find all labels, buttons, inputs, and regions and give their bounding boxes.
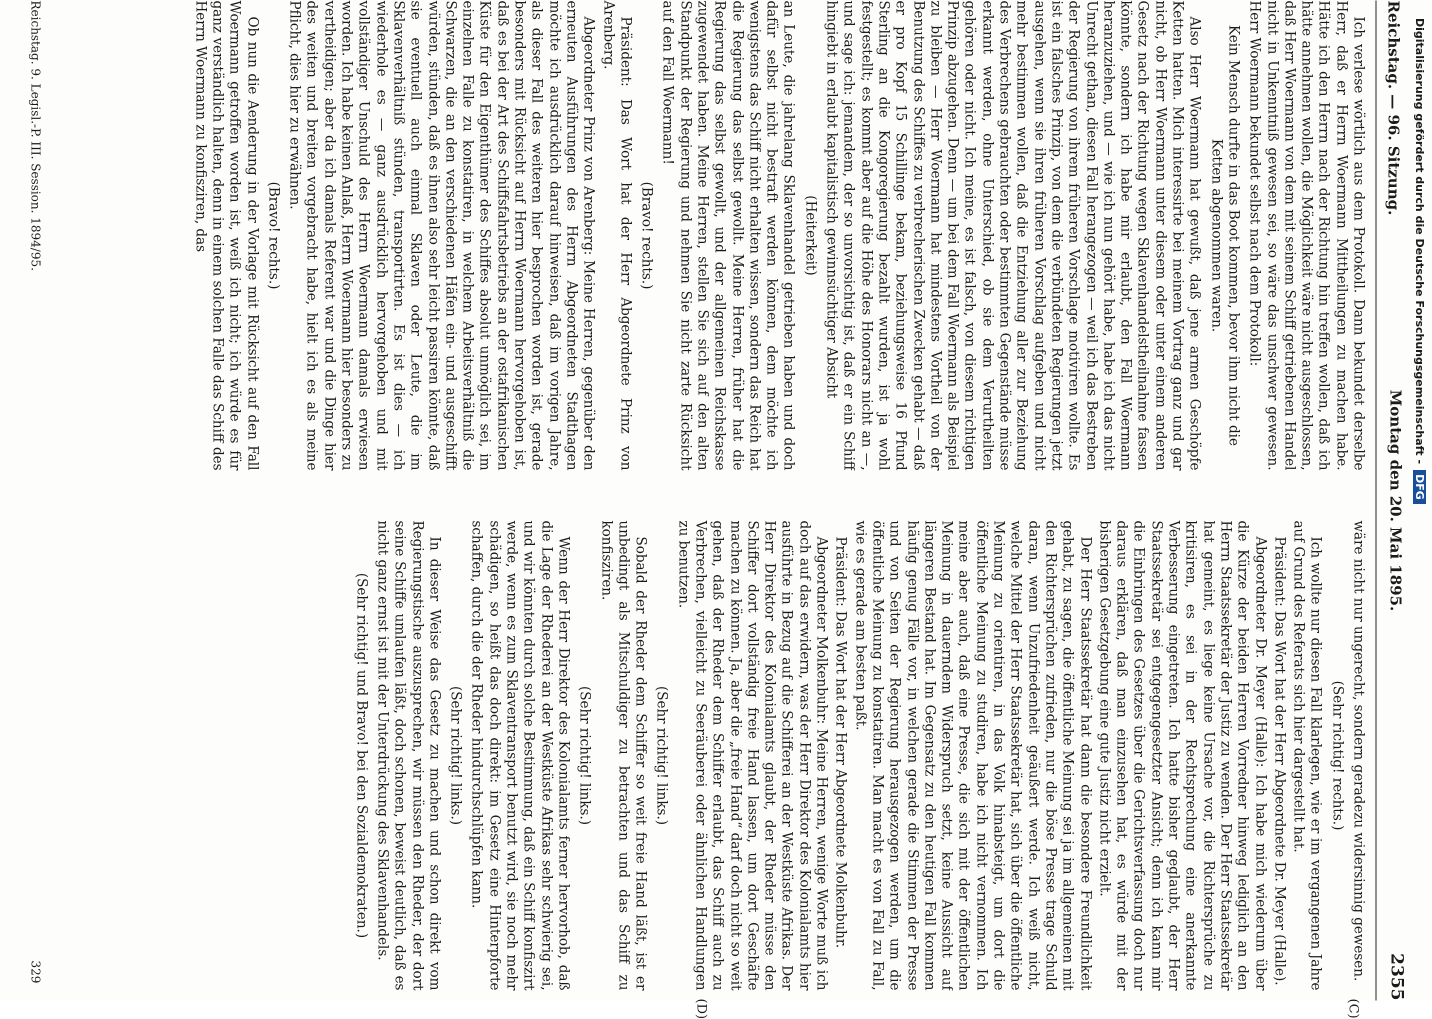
margin-marker-c: (C): [1346, 999, 1361, 1019]
paragraph: Abgeordneter Prinz von Arenberg: Meine Herren, gegenüber den erneuten Ausführungen des Herrn Abgeordneten Stadthagen möchte ich ausdrücklich darauf hinweisen, daß im vorigen Jahre, als dieser Fall des weiteren hier besprochen worden ist, gerade besonders mit Rücksicht auf Herrn Woermann hervorgehoben ist, daß es bei der Art des Schiffsfahrtsbetriebs an der ostafrikanischen Küste für den Eigenthümer des Schiffes absolut unmöglich sei, im einzelnen Falle zu konstatiren, in welchem Arbeitsverhältniß die Schwarzen, die an den verschiedenen Häfen ein- und ausgeschifft würden, stünden, daß es ihnen also sehr leicht passiren könnte, daß sie eventuell auch einmal Sklaven oder Leute, die im Sklavenverhältniß stünden, transportirten. Es ist dies — ich wiederhole es — ganz ausdrücklich hervorgehoben und mit vollständiger Unschuld des Herrn Woermann damals erwiesen worden. Ich habe keinen Anlaß, Herrn Woermann hier besonders zu vertheidigen; aber da ich damals Referent war und die Dinge hier des weiten und breiten vorgebracht habe, hielt ich es als meine Pflicht, dies hier zu erwähnen.: [285, 1, 596, 471]
interjection: (Sehr richtig! links.): [446, 521, 463, 991]
interjection: (Sehr richtig! links.): [575, 521, 592, 991]
paragraph: Abgeordneter Molkenbuhr: Meine Herren, wenige Worte muß ich doch auf das erwidern, was der Herr Direktor des Kolonialamts hier ausführte in Bezug auf die Schifferei an der Westküste Afrikas. Der Herr Direktor des Kolonialamts glaubt, der Rheder müsse den Schiffer dort vollständig freie Hand lassen, um dort Geschäfte machen zu können. Ja, aber die „freie Hand“ darf doch nicht so weit gehen, daß der Rheder dem Schiffer erlaubt, das Schiff auch zu Verbrechen, vielleicht zu Seeräuberei oder ähnlichen Handlungen zu benutzen.: [674, 521, 830, 991]
page-number: 2355: [1387, 953, 1407, 1000]
president-line: Präsident: Das Wort hat der Herr Abgeordnete Molkenbuhr.: [832, 521, 849, 991]
interjection: (Sehr richtig! links.): [653, 521, 670, 991]
president-line: Präsident: Das Wort hat der Herr Abgeordnete Dr. Meyer (Halle).: [1270, 521, 1287, 991]
header-left: Reichstag. — 96. Sitzung.: [1385, 1, 1403, 216]
paragraph: wäre nicht nur ungerecht, sondern geradezu widersinnig gewesen.: [1349, 521, 1366, 991]
header-center: Montag den 20. Mai 1895.: [1387, 1, 1405, 1001]
president-line: Präsident: Das Wort hat der Herr Abgeordnete Prinz von Arenberg.: [599, 1, 634, 471]
paragraph: Abgeordneter Dr. Meyer (Halle): Ich habe mich wiederum über die Kürze der beiden Herren Vorredner hinweg lediglich an den Herrn Staatssekretär der Justiz zu wenden. Der Herr Staatssekretär hat gemeint, es liege keine Ursache vor, die Richtersprüche zu kritisiren, es sei in der Rechtsprechung eine anerkannte Verbesserung eingetreten. Ich hatte bisher geglaubt, der Herr Staatssekretär sei entgegengesetzter Ansicht; denn ich kann mir die Einbringen des Gesetzes über die Gerichtsverfassung doch nur daraus erklären, daß man einzusehen hat, es würde mit der bisherigen Gesetzgebung eine gute Justiz nicht erzielt.: [1095, 521, 1268, 991]
interjection: (Sehr richtig! rechts.): [1328, 521, 1345, 991]
left-column: [47, 1, 1367, 471]
margin-marker-d: (D): [694, 999, 709, 1019]
interjection: (Sehr richtig! und Bravo! bei den Sozialdemokraten.): [352, 521, 369, 991]
right-column: [47, 521, 1367, 991]
paragraph: Sobald der Rheder dem Schiffer so weit freie Hand läßt, ist er unbedingt als Mitschuldiger zu betrachten und das Schiff zu konfisziren.: [597, 521, 649, 991]
digitization-stamp: [1412, 18, 1430, 978]
footer-left: Reichstag. 9. Legisl.-P. III. Session. 1894/95.: [29, 1, 43, 271]
rotated-page-content: [24, 1, 1409, 1001]
footer-right: 329: [29, 961, 43, 984]
dfg-logo: DFG: [1413, 470, 1426, 504]
interjection: (Bravo! rechts.): [264, 1, 281, 471]
quote: Kein Mensch durfte in das Boot kommen, bevor ihm nicht die Ketten abgenommen waren.: [1207, 1, 1242, 471]
paragraph: Ich wollte nur diesen Fall klarlegen, wie er im vergangenen Jahre auf Grund des Referats sich hier dargestellt hat.: [1289, 521, 1324, 991]
paragraph: Ich verlese wörtlich aus dem Protokoll. Dann bekundet derselbe Herr, daß er Herrn Woermann Mittheilungen zu machen habe. Hätte ich den Herrn nach der Richtung hin treffen wollen, daß ich hätte annehmen wollen, die Möglichkeit wäre nicht ausgeschlossen, daß Herr Woermann von dem mit seinem Schiff getriebenen Handel nicht in Unkenntniß gewesen sei, so wäre das unschwer gewesen. Herr Woermann bekundet selbst nach dem Protokoll:: [1245, 1, 1366, 471]
stamp-text: Digitalisierung gefördert durch die Deutsche Forschungsgemeinschaft -: [1413, 18, 1426, 464]
paragraph: Der Herr Staatssekretär hat dann die besondere Freundlichkeit gehabt, zu sagen, die öffentliche Meinung sei ja im allgemeinen mit den Richtersprüchen zufrieden, nur die böse Presse trage Schuld daran, wenn Unzufriedenheit geäußert werde. Ich weiß nicht, welche Mittel der Herr Staatssekretär hat, sich über die öffentliche Meinung zu orientiren, in das Volk hinabsteigt, um dort die öffentliche Meinung zu studiren, habe ich nicht vernommen. Ich meine aber auch, daß eine Presse, die sich mit der öffentlichen Meinung in dauerndem Widerspruch setzt, keine Aussicht auf längeren Bestand hat. Im Gegensatz zu den heutigen Fall kommen häufig genug Fälle vor, in welchen gerade die Stimmen der Presse und von Seiten der Regierung herausgezogen werden, um die öffentliche Meinung zu konstatiren. Man macht es von Fall zu Fall, wie es gerade am besten paßt.: [851, 521, 1093, 991]
paragraph: an Leute, die jahrelang Sklavenhandel getrieben haben und doch dafür selbst nicht bestraft werden können, dem möchte ich wenigstens das Schiff nicht erhalten wissen, sondern das Reich hat die Regierung das selbst gewollt. Meine Herren, früher hat die Regierung das selbst gewollt, und der allgemeinen Reichskasse zugewendet haben. Meine Herren, stellen Sie sich auf den alten Standpunkt der Regierung und nehmen Sie nicht zarte Rücksicht auf den Fall Woermann!: [659, 1, 797, 471]
paragraph: Also Herr Woermann hat gewußt, daß jene armen Geschöpfe Ketten hatten. Mich interessirte bei meinem Vortrag ganz und gar nicht, ob Herr Woermann unter diesem oder unter einem anderen Gesetz nach der Richtung wegen Sklavenhandelstheilnahme fassen könnte, sondern ich habe mir erlaubt, den Fall Woermann heranzuziehen, und — wie ich nun gehört habe, habe ich das nicht Unrecht gethan, diesen Fall herangezogen — weil ich das Bestreben der Regierung von ihrem früheren Vorschlage motiviren wollte. Es ist ein falsches Prinzip, von dem die verbündeten Regierungen jetzt ausgehen, wenn sie ihren früheren Vorschlag aufgeben und nicht mehr bestimmen wollen, daß die Entziehung aller zur Beziehung des Verbrechens gebrauchten oder bestimmten Gegenstände müsse erkannt werden, ohne Unterschied, ob sie dem Verurtheilten gehören oder nicht. Ich meine, es ist falsch, von diesem richtigen Prinzip abzugehen. Denn — um bei dem Fall Woermann als Beispiel zu bleiben — Herr Woermann hat mindestens Vortheil von der Benutzung des Schiffes zu verbrecherischen Zwecken gehabt — daß er pro Kopf 15 Schillinge bekam, beziehungsweise 16 Pfund Sterling an die Kongoregierung bezahlt wurden, ist ja wohl festgestellt; es kommt aber auf die Höhe des Honorars nicht an —, und sage ich: jemandem, der so unvorsichtig ist, daß er ein Schiff hingiebt in erlaubt kapitalistisch gewinnsüchtiger Absicht: [822, 1, 1203, 471]
paragraph: Ob nun die Aenderung in der Vorlage mit Rücksicht auf den Fall Woermann getroffen worden ist, weiß ich nicht; ich würde es für ganz verständlich halten, denn in einem solchen Falle das Schiff des Herrn Woermann zu konfisziren, das: [191, 1, 260, 471]
interjection: (Heiterkeit): [801, 1, 818, 471]
page-header: [1381, 1, 1409, 1001]
header-rule: [1376, 1, 1377, 1001]
interjection: (Bravo! rechts.): [637, 1, 654, 471]
paragraph: Wenn der Herr Direktor des Kolonialamts ferner hervorhob, daß die Lage der Rhederei an der Westküste Afrikas sehr schwierig sei, und wir könnten durch solche Bestimmung, daß ein Schiff konfiszirt werde, wenn es zum Sklaventransport benutzt wird, sie noch mehr schädigen, so heißt das doch direkt: im Gesetz eine Hinterpforte schaffen, durch die der Rheder hindurchschlüpfen kann.: [468, 521, 572, 991]
paragraph: In dieser Weise das Gesetz zu machen und schon direkt vom Regierungstische auszusprechen, wir müssen den Rheder, der dort seine Schiffe umlaufen läßt, doch schonen, beweist deutlich, daß es nicht ganz ernst ist mit der Unterdrückung des Sklavenhandels.: [373, 521, 442, 991]
